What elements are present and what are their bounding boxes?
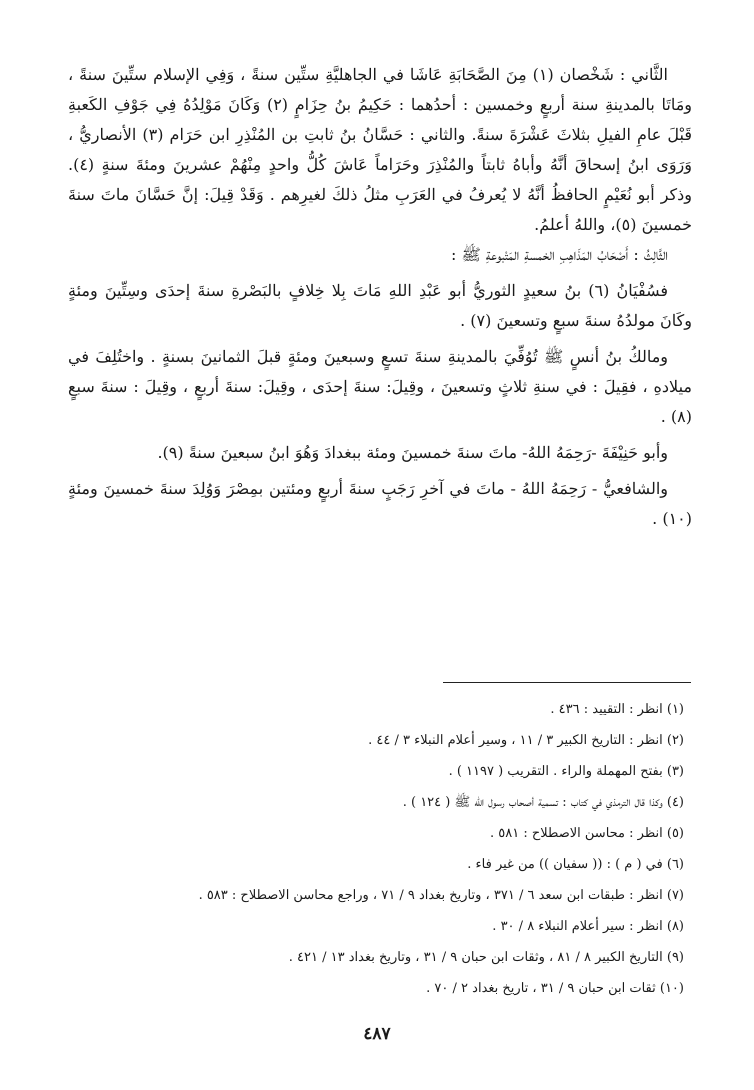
paragraph-abu-hanifa: وأبو حَنِيْفَةَ -رَحِمَهُ اللهُ- ماتَ سنةَ خمسينَ ومئة ببغدادَ وَهُوَ ابنُ سبعينَ سنةً (٩). [157, 443, 668, 462]
footnote-3: (٣) بفتح المهملة والراء . التقريب ( ١١٩٧ ) . [448, 764, 684, 779]
footnote-divider [443, 682, 691, 683]
footnote-8: (٨) انظر : سير أعلام النبلاء ٨ / ٣٠ . [492, 919, 684, 934]
footnotes [68, 694, 684, 1004]
paragraph-third-heading: الثَّالِثُ : أَصْحَابُ المَذَاهِبِ الخمسةِ المَتْبوعةِ ﷺ : [451, 245, 668, 264]
paragraph-second-pair: الثَّاني : شَخْصان (١) مِنَ الصَّحَابَةِ عَاشَا في الجاهليَّةِ ستِّين سنةً ، وَفِي الإسلام ستِّينَ سنةً ، ومَاتَا بالمدينةِ سنة أربعٍ وخمسين : أحدُهما : حَكِيمُ بنُ حِزَامٍ (٢) وَكَانَ مَوْلِدُهُ فِي جَوْفِ الكَعبةِ قَبْلَ عامِ الفيلِ بثلاثَ عَشْرَةَ سنةً. والثاني : حَسَّانُ بنُ ثابتِ بن المُنْذِرِ ابن حَرَام (٣) الأنصاريُّ ، وَرَوَى ابنُ إسحاقَ أنَّهُ وأباهُ ثابتاً والمُنْذِرَ وحَرَاماً عَاشَ كُلُّ واحدٍ مِنْهُمْ عشرينَ ومئةَ سنةٍ (٤). وذكر أبو نُعَيْمٍ الحافظُ أنَّهُ لا يُعرفُ في العَرَبِ مثلُ ذلكَ لغيرِهم . وَقَدْ قِيلَ: إنَّ حَسَّانَ ماتَ سنةَ خمسينَ (٥)، واللهُ أعلمُ. [68, 65, 693, 234]
footnote-9: (٩) التاريخ الكبير ٨ / ٨١ ، وثقات ابن حبان ٩ / ٣١ ، وتاريخ بغداد ١٣ / ٤٢١ . [288, 950, 684, 965]
footnote-4: (٤) وكذا قال الترمذي في كتاب : تسمية أصحاب رسول الله ﷺ ( ١٢٤ ) . [402, 795, 684, 810]
footnote-7: (٧) انظر : طبقات ابن سعد ٦ / ٣٧١ ، وتاريخ بغداد ٩ / ٧١ ، وراجع محاسن الاصطلاح : ٥٨٣ . [198, 888, 684, 903]
footnote-10: (١٠) ثقات ابن حبان ٩ / ٣١ ، تاريخ بغداد ٢ / ٧٠ . [426, 981, 684, 996]
footnote-5: (٥) انظر : محاسن الاصطلاح : ٥٨١ . [490, 826, 684, 841]
footnote-1: (١) انظر : التقييد : ٤٣٦ . [550, 702, 684, 717]
page-number: ٤٨٧ [363, 1024, 391, 1044]
main-text [68, 60, 692, 534]
footnote-6: (٦) في ( م ) : (( سفيان )) من غير فاء . [467, 857, 684, 872]
footnote-2: (٢) انظر : التاريخ الكبير ٣ / ١١ ، وسير أعلام النبلاء ٣ / ٤٤ . [368, 733, 684, 748]
paragraph-shafii: والشافعيُّ - رَحِمَهُ اللهُ - ماتَ في آخرِ رَجَبٍ سنةَ أربعٍ ومئتين بمِصْرَ وَوُلِدَ سنةَ خمسينَ ومئةٍ (١٠) . [68, 479, 692, 528]
paragraph-malik: ومالكُ بنُ أنسٍ ﷺ تُوُفِّيَ بالمدينةِ سنةَ تسعٍ وسبعينَ ومئةٍ قبلَ الثمانينَ بسنةٍ . واختُلِفَ في ميلادهِ ، فقِيلَ : في سنةِ ثلاثٍ وتسعينَ ، وقِيلَ: سنةَ إحدَى ، وقِيلَ: سنةَ أربعٍ ، وقِيلَ : سنةَ سبعٍ (٨) . [68, 347, 692, 426]
paragraph-sufyan: فسُفْيَانُ (٦) بنُ سعيدٍ الثوريُّ أبو عَبْدِ اللهِ مَاتَ بِلا خِلافٍ بالبَصْرةِ سنةَ إحدَى وسِتِّينَ ومئةٍ وكَانَ مولدُهُ سنةَ سبعٍ وتسعينَ (٧) . [68, 281, 692, 330]
